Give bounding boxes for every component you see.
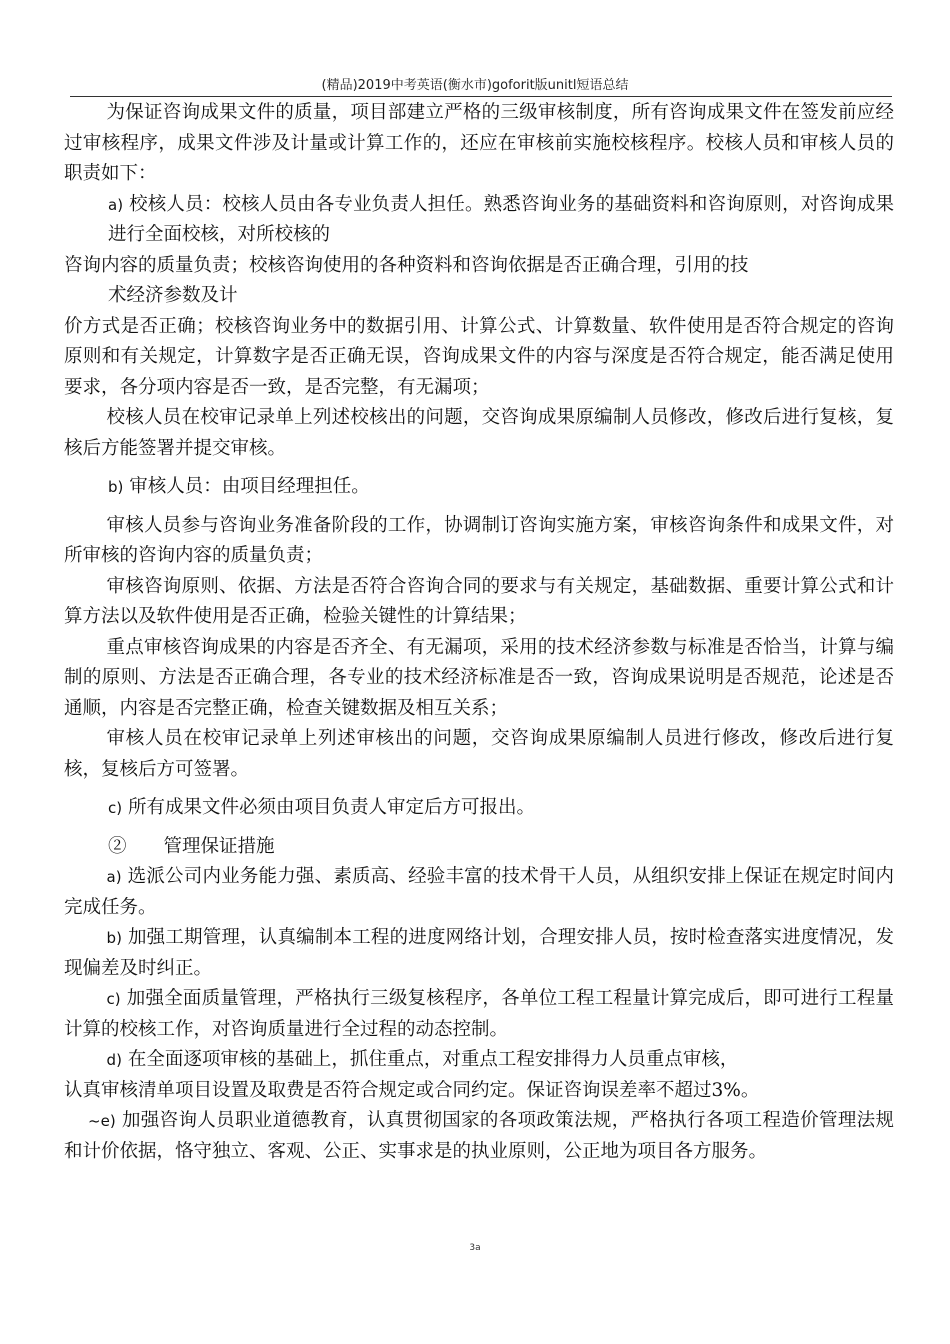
section-heading-management: ② 管理保证措施 (108, 835, 275, 857)
paragraph-reviewer-prep: 审核人员参与咨询业务准备阶段的工作，协调制订咨询实施方案，审核咨询条件和成果文件，对所审核的咨询内容的质量负责； (64, 514, 894, 566)
paragraph-error-rate: 认真审核清单项目设置及取费是否符合规定或合同约定。保证咨询误差率不超过3%。 (64, 1079, 760, 1101)
paragraph-reviewer-role (64, 472, 894, 503)
page-number: 3a (469, 1243, 481, 1253)
paragraph-key-review (64, 1045, 894, 1076)
paragraph-reviewer-record: 审核人员在校审记录单上列述审核出的问题，交咨询成果原编制人员进行修改，修改后进行复核，复核后方可签署。 (64, 728, 894, 780)
paragraph-checker-role (64, 190, 894, 251)
list-label: b) (108, 478, 124, 496)
paragraph-staffing (64, 862, 894, 923)
paragraph-reviewer-focus: 重点审核咨询成果的内容是否齐全、有无漏项，采用的技术经济参数与标准是否恰当，计算与编制的原则、方法是否正确合理，各专业的技术经济标准是否一致，咨询成果说明是否规范，论述是否通顺，内容是否完整正确，检查关键数据及相互关系； (64, 636, 894, 719)
document-body (64, 98, 894, 1167)
paragraph-checker-record: 校核人员在校审记录单上列述校核出的问题，交咨询成果原编制人员修改，修改后进行复核，复核后方能签署并提交审核。 (64, 407, 894, 459)
paragraph-text: 选派公司内业务能力强、素质高、经验丰富的技术骨干人员，从组织安排上保证在规定时间内完成任务。 (64, 866, 894, 918)
paragraph-quality (64, 984, 894, 1045)
list-label: b) (106, 929, 122, 947)
paragraph-text: 加强全面质量管理，严格执行三级复核程序，各单位工程工程量计算完成后，即可进行工程量计算的校核工作，对咨询质量进行全过程的动态控制。 (64, 988, 894, 1040)
header-rule (70, 96, 892, 97)
paragraph-schedule (64, 923, 894, 984)
paragraph-ethics (64, 1106, 894, 1167)
paragraph-text: 审核人员：由项目经理担任。 (129, 476, 370, 497)
paragraph-text: 所有成果文件必须由项目负责人审定后方可报出。 (128, 797, 536, 818)
list-label: d) (106, 1051, 122, 1069)
list-label: ~e) (88, 1112, 116, 1130)
paragraph-text: 在全面逐项审核的基础上，抓住重点，对重点工程安排得力人员重点审核， (127, 1049, 739, 1070)
paragraph-text: 加强咨询人员职业道德教育，认真贯彻国家的各项政策法规，严格执行各项工程造价管理法规和计价依据，恪守独立、客观、公正、实事求是的执业原则，公正地为项目各方服务。 (64, 1110, 894, 1162)
paragraph-approval (64, 793, 894, 824)
paragraph-text: 加强工期管理，认真编制本工程的进度网络计划，合理安排人员，按时检查落实进度情况，发现偏差及时纠正。 (64, 927, 894, 979)
list-label: c) (106, 990, 121, 1008)
paragraph-checker-duties: 价方式是否正确；校核咨询业务中的数据引用、计算公式、计算数量、软件使用是否符合规定的咨询原则和有关规定，计算数字是否正确无误，咨询成果文件的内容与深度是否符合规定，能否满足使用要求，各分项内容是否一致，是否完整，有无漏项； (64, 315, 894, 398)
paragraph-checker-line: 咨询内容的质量负责；校核咨询使用的各种资料和咨询依据是否正确合理，引用的技 (64, 254, 749, 276)
paragraph-reviewer-principles: 审核咨询原则、依据、方法是否符合咨询合同的要求与有关规定，基础数据、重要计算公式和计算方法以及软件使用是否正确，检验关键性的计算结果； (64, 575, 894, 627)
paragraph-checker-fragment: 术经济参数及计 (108, 285, 238, 306)
list-label: a) (108, 195, 124, 214)
paragraph-text: 校核人员：校核人员由各专业负责人担任。熟悉咨询业务的基础资料和咨询原则，对咨询成果进行全面校核，对所校核的 (108, 193, 894, 245)
paragraph-intro: 为保证咨询成果文件的质量，项目部建立严格的三级审核制度，所有咨询成果文件在签发前应经过审核程序，成果文件涉及计量或计算工作的，还应在审核前实施校核程序。校核人员和审核人员的职责如下： (64, 102, 894, 184)
list-label: c) (108, 799, 123, 817)
page-header: (精品)2019中考英语(衡水市)goforit版unitl短语总结 (321, 78, 629, 93)
list-label: a) (106, 868, 122, 886)
